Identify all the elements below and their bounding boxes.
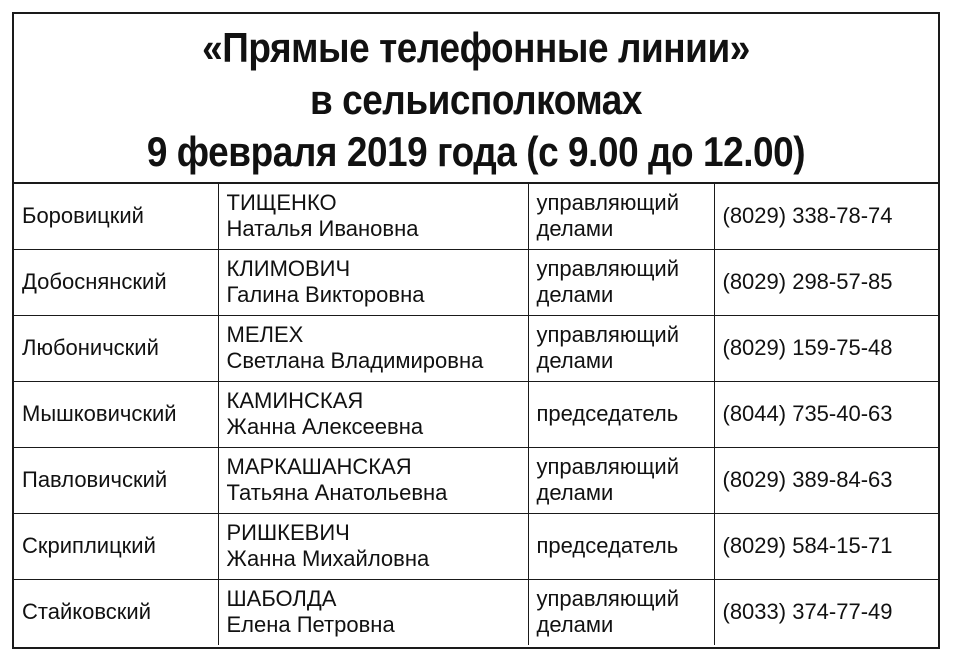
table-row: [14, 249, 938, 315]
phone-cell: (8033) 374-77-49: [714, 579, 938, 645]
person-given-name: Елена Петровна: [226, 612, 395, 638]
phone-cell: (8029) 389-84-63: [714, 447, 938, 513]
phone-cell: (8029) 338-78-74: [714, 183, 938, 249]
phone-cell: (8029) 298-57-85: [714, 249, 938, 315]
role-cell: [528, 513, 714, 579]
announcement-header: [14, 14, 938, 182]
role-cell: [528, 447, 714, 513]
title-line-2: в сельисполкомах: [309, 76, 643, 123]
table-row: [14, 513, 938, 579]
table-row: [14, 315, 938, 381]
person-surname: РИШКЕВИЧ: [226, 520, 350, 545]
role-cell: [528, 315, 714, 381]
person-cell: [218, 579, 528, 645]
role-text: председатель: [536, 533, 679, 558]
person-cell: [218, 381, 528, 447]
person-surname: МАРКАШАНСКАЯ: [226, 454, 412, 479]
person-given-name: Светлана Владимировна: [226, 348, 484, 373]
council-cell: Боровицкий: [14, 183, 218, 249]
title-line-1: «Прямые телефонные линии»: [202, 24, 750, 71]
title-line-3: 9 февраля 2019 года (с 9.00 до 12.00): [146, 128, 806, 175]
role-text: управляющий делами: [536, 190, 679, 242]
role-cell: [528, 249, 714, 315]
person-surname: МЕЛЕХ: [226, 322, 304, 347]
person-surname: КАМИНСКАЯ: [226, 388, 364, 413]
person-given-name: Жанна Алексеевна: [226, 414, 424, 439]
table-row: [14, 579, 938, 645]
role-cell: [528, 381, 714, 447]
role-cell: [528, 183, 714, 249]
hotline-table: [14, 182, 938, 645]
person-cell: [218, 513, 528, 579]
role-text: управляющий делами: [536, 586, 679, 638]
person-surname: КЛИМОВИЧ: [226, 256, 351, 281]
announcement-frame: [12, 12, 940, 649]
council-cell: Павловичский: [14, 447, 218, 513]
person-surname: ШАБОЛДА: [226, 586, 337, 612]
council-cell: Добоснянский: [14, 249, 218, 315]
person-given-name: Галина Викторовна: [226, 282, 425, 307]
council-cell: Мышковичский: [14, 381, 218, 447]
council-cell: Любоничский: [14, 315, 218, 381]
phone-cell: (8044) 735-40-63: [714, 381, 938, 447]
role-text: управляющий делами: [536, 454, 679, 505]
phone-cell: (8029) 584-15-71: [714, 513, 938, 579]
council-cell: Скриплицкий: [14, 513, 218, 579]
person-given-name: Наталья Ивановна: [226, 216, 419, 242]
person-cell: [218, 183, 528, 249]
table-row: [14, 183, 938, 249]
role-text: управляющий делами: [536, 322, 679, 373]
person-cell: [218, 315, 528, 381]
role-text: председатель: [536, 401, 679, 426]
phone-cell: (8029) 159-75-48: [714, 315, 938, 381]
person-surname: ТИЩЕНКО: [226, 190, 337, 216]
council-cell: Стайковский: [14, 579, 218, 645]
person-given-name: Татьяна Анатольевна: [226, 480, 448, 505]
person-cell: [218, 249, 528, 315]
role-cell: [528, 579, 714, 645]
person-cell: [218, 447, 528, 513]
table-row: [14, 381, 938, 447]
role-text: управляющий делами: [536, 256, 679, 307]
person-given-name: Жанна Михайловна: [226, 546, 430, 571]
table-row: [14, 447, 938, 513]
